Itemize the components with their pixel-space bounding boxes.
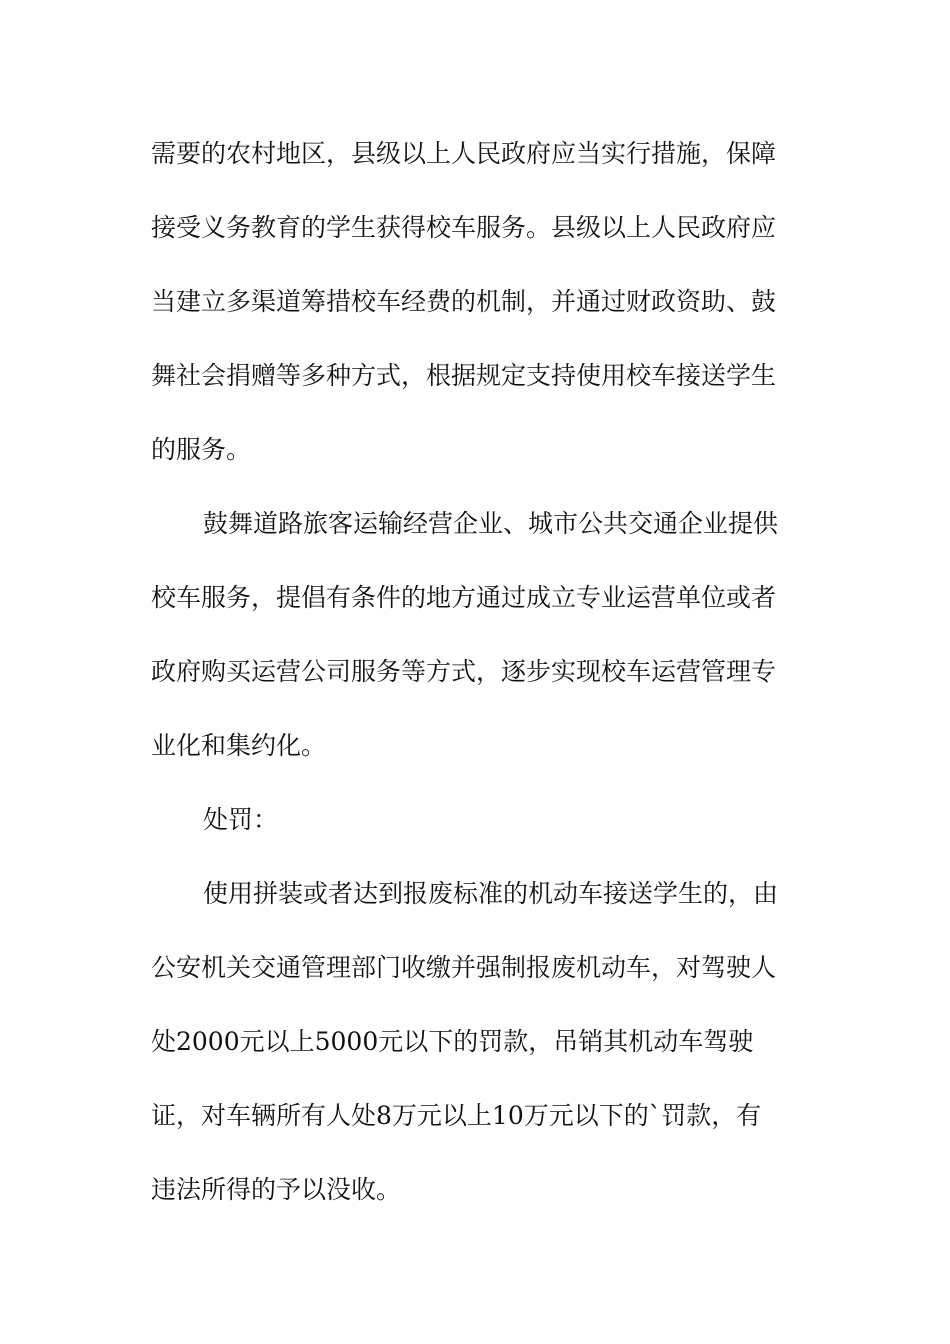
paragraph-first-line: 鼓舞道路旅客运输经营企业、城市公共交通企业提供 <box>203 509 779 538</box>
text-line: 校车服务，提倡有条件的地方通过成立专业运营单位或者 <box>151 583 777 612</box>
text-line: 当建立多渠道筹措校车经费的机制，并通过财政资助、鼓 <box>151 287 777 316</box>
section-heading: 处罚： <box>203 805 279 834</box>
text-line: 证，对车辆所有人处8万元以上10万元以下的`罚款，有 <box>151 1101 762 1130</box>
paragraph-first-line: 使用拼装或者达到报废标准的机动车接送学生的，由 <box>203 879 779 908</box>
text-line: 公安机关交通管理部门收缴并强制报废机动车，对驾驶人 <box>151 953 777 982</box>
document-body <box>151 124 791 1234</box>
text-line: 违法所得的予以没收。 <box>151 1175 402 1204</box>
text-line: 需要的农村地区，县级以上人民政府应当实行措施，保障 <box>151 139 777 168</box>
text-line: 业化和集约化。 <box>151 731 327 760</box>
text-line: 舞社会捐赠等多种方式，根据规定支持使用校车接送学生 <box>151 361 777 390</box>
text-line: 政府购买运营公司服务等方式，逐步实现校车运营管理专 <box>151 657 777 686</box>
text-line: 处2000元以上5000元以下的罚款，吊销其机动车驾驶 <box>151 1027 754 1056</box>
text-line: 接受义务教育的学生获得校车服务。县级以上人民政府应 <box>151 213 777 242</box>
text-line: 的服务。 <box>151 435 252 464</box>
